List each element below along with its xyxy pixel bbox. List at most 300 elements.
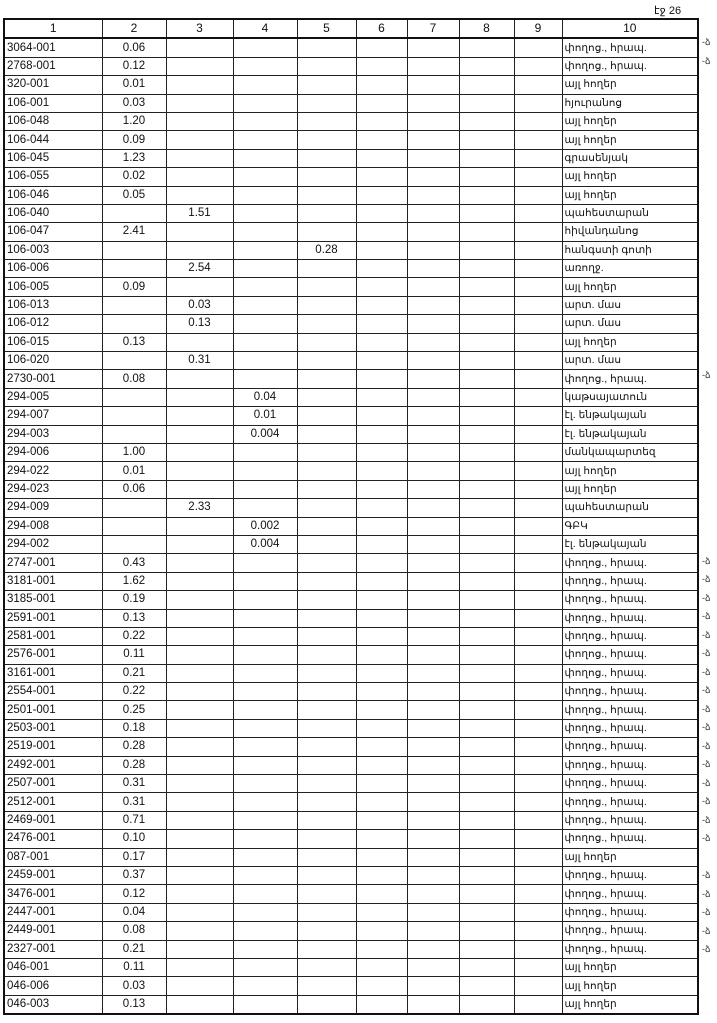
table-row (4, 38, 698, 57)
area-cell-col5 (297, 315, 356, 333)
column-header-10: 10 (562, 19, 698, 38)
area-cell-col4 (233, 443, 297, 461)
area-cell-col4 (233, 480, 297, 498)
area-cell-col2: 0.01 (102, 76, 166, 94)
area-cell-col4 (233, 830, 297, 848)
table-row (4, 848, 698, 866)
area-cell-col2: 0.22 (102, 683, 166, 701)
area-cell-col7 (407, 94, 459, 112)
area-cell-col5 (297, 701, 356, 719)
area-cell-col7 (407, 811, 459, 829)
area-cell-col2: 0.03 (102, 94, 166, 112)
land-use-cell: այլ հողեր (562, 848, 698, 866)
area-cell-col6 (356, 848, 407, 866)
area-cell-col7 (407, 554, 459, 572)
margin-mark: -ձ (702, 703, 711, 714)
area-cell-col9 (514, 370, 562, 388)
table-row (4, 627, 698, 645)
area-cell-col6 (356, 94, 407, 112)
area-cell-col4 (233, 719, 297, 737)
area-cell-col9 (514, 738, 562, 756)
plot-code-cell: 2492-001 (4, 756, 102, 774)
table-row (4, 223, 698, 241)
area-cell-col6 (356, 370, 407, 388)
area-cell-col6 (356, 168, 407, 186)
area-cell-col5 (297, 591, 356, 609)
area-cell-col8 (459, 112, 514, 130)
area-cell-col2: 0.12 (102, 57, 166, 75)
area-cell-col8 (459, 958, 514, 976)
area-cell-col2: 0.09 (102, 131, 166, 149)
plot-code-cell: 046-001 (4, 958, 102, 976)
area-cell-col4 (233, 885, 297, 903)
land-use-cell: փողոց., հրապ. (562, 38, 698, 57)
land-use-cell: փողոց., հրապ. (562, 57, 698, 75)
area-cell-col7 (407, 370, 459, 388)
area-cell-col7 (407, 443, 459, 461)
plot-code-cell: 2581-001 (4, 627, 102, 645)
area-cell-col5 (297, 425, 356, 443)
area-cell-col2: 2.41 (102, 223, 166, 241)
area-cell-col2: 0.04 (102, 903, 166, 921)
plot-code-cell: 2449-001 (4, 922, 102, 940)
area-cell-col8 (459, 38, 514, 57)
area-cell-col7 (407, 278, 459, 296)
area-cell-col4 (233, 775, 297, 793)
table-row (4, 333, 698, 351)
area-cell-col5 (297, 499, 356, 517)
area-cell-col9 (514, 995, 562, 1014)
area-cell-col6 (356, 480, 407, 498)
area-cell-col8 (459, 848, 514, 866)
area-cell-col8 (459, 995, 514, 1014)
area-cell-col3 (166, 131, 233, 149)
area-cell-col4 (233, 370, 297, 388)
area-cell-col9 (514, 609, 562, 627)
area-cell-col3 (166, 885, 233, 903)
area-cell-col9 (514, 388, 562, 406)
area-cell-col4 (233, 903, 297, 921)
table-row (4, 278, 698, 296)
area-cell-col8 (459, 627, 514, 645)
area-cell-col6 (356, 443, 407, 461)
area-cell-col6 (356, 296, 407, 314)
area-cell-col7 (407, 958, 459, 976)
margin-mark: -ձ (702, 370, 711, 381)
area-cell-col9 (514, 646, 562, 664)
area-cell-col7 (407, 793, 459, 811)
area-cell-col3 (166, 830, 233, 848)
area-cell-col9 (514, 885, 562, 903)
table-row (4, 719, 698, 737)
margin-mark: -ձ (702, 796, 711, 807)
table-row (4, 370, 698, 388)
land-use-cell: փողոց., հրապ. (562, 885, 698, 903)
area-cell-col2 (102, 204, 166, 222)
area-cell-col2 (102, 407, 166, 425)
area-cell-col8 (459, 57, 514, 75)
area-cell-col7 (407, 646, 459, 664)
area-cell-col3 (166, 775, 233, 793)
area-cell-col4 (233, 958, 297, 976)
area-cell-col7 (407, 149, 459, 167)
area-cell-col2: 0.28 (102, 756, 166, 774)
area-cell-col2: 0.31 (102, 775, 166, 793)
area-cell-col2: 0.37 (102, 866, 166, 884)
area-cell-col8 (459, 922, 514, 940)
area-cell-col5 (297, 57, 356, 75)
area-cell-col3 (166, 995, 233, 1014)
area-cell-col8 (459, 260, 514, 278)
area-cell-col3 (166, 940, 233, 958)
area-cell-col7 (407, 940, 459, 958)
land-use-cell: այլ հողեր (562, 462, 698, 480)
area-cell-col2 (102, 499, 166, 517)
area-cell-col8 (459, 903, 514, 921)
area-cell-col9 (514, 793, 562, 811)
land-use-cell: փողոց., հրապ. (562, 922, 698, 940)
area-cell-col6 (356, 425, 407, 443)
table-row (4, 204, 698, 222)
area-cell-col2: 0.25 (102, 701, 166, 719)
area-cell-col2: 0.11 (102, 646, 166, 664)
plot-code-cell: 2476-001 (4, 830, 102, 848)
area-cell-col2: 0.21 (102, 940, 166, 958)
margin-mark: -ձ (702, 870, 711, 881)
area-cell-col2: 0.06 (102, 480, 166, 498)
land-use-cell: առողջ. (562, 260, 698, 278)
column-header-5: 5 (297, 19, 356, 38)
area-cell-col7 (407, 756, 459, 774)
land-plot-table (3, 18, 699, 1015)
land-use-cell: փողոց., հրապ. (562, 591, 698, 609)
plot-code-cell: 106-005 (4, 278, 102, 296)
land-use-cell: փողոց., հրապ. (562, 719, 698, 737)
table-row (4, 241, 698, 259)
area-cell-col8 (459, 977, 514, 995)
land-use-cell: փողոց., հրապ. (562, 866, 698, 884)
area-cell-col2: 0.18 (102, 719, 166, 737)
area-cell-col6 (356, 627, 407, 645)
area-cell-col6 (356, 683, 407, 701)
table-row (4, 94, 698, 112)
margin-mark: -ձ (702, 629, 711, 640)
area-cell-col6 (356, 572, 407, 590)
plot-code-cell: 2519-001 (4, 738, 102, 756)
area-cell-col7 (407, 76, 459, 94)
area-cell-col7 (407, 738, 459, 756)
area-cell-col4 (233, 554, 297, 572)
land-use-cell: պահեստարան (562, 499, 698, 517)
plot-code-cell: 320-001 (4, 76, 102, 94)
margin-mark: -ձ (702, 888, 711, 899)
area-cell-col6 (356, 112, 407, 130)
plot-code-cell: 3161-001 (4, 664, 102, 682)
area-cell-col6 (356, 407, 407, 425)
area-cell-col4: 0.004 (233, 535, 297, 553)
land-use-cell: փողոց., հրապ. (562, 627, 698, 645)
area-cell-col8 (459, 480, 514, 498)
margin-mark: -ձ (702, 722, 711, 733)
area-cell-col7 (407, 572, 459, 590)
area-cell-col2: 0.31 (102, 793, 166, 811)
area-cell-col8 (459, 315, 514, 333)
table-row (4, 535, 698, 553)
area-cell-col2: 1.20 (102, 112, 166, 130)
area-cell-col4 (233, 315, 297, 333)
area-cell-col3 (166, 793, 233, 811)
area-cell-col3 (166, 38, 233, 57)
column-header-7: 7 (407, 19, 459, 38)
land-use-cell: այլ հողեր (562, 333, 698, 351)
land-use-cell: փողոց., հրապ. (562, 830, 698, 848)
area-cell-col9 (514, 664, 562, 682)
area-cell-col3 (166, 517, 233, 535)
area-cell-col9 (514, 499, 562, 517)
area-cell-col9 (514, 830, 562, 848)
area-cell-col2: 0.28 (102, 738, 166, 756)
area-cell-col6 (356, 260, 407, 278)
table-row (4, 701, 698, 719)
area-cell-col6 (356, 922, 407, 940)
margin-mark: -ձ (702, 555, 711, 566)
area-cell-col7 (407, 995, 459, 1014)
area-cell-col9 (514, 775, 562, 793)
table-row (4, 958, 698, 976)
area-cell-col6 (356, 388, 407, 406)
margin-mark: -ձ (702, 944, 711, 955)
area-cell-col2: 0.17 (102, 848, 166, 866)
area-cell-col6 (356, 499, 407, 517)
area-cell-col9 (514, 76, 562, 94)
area-cell-col5 (297, 683, 356, 701)
area-cell-col3 (166, 572, 233, 590)
area-cell-col7 (407, 903, 459, 921)
area-cell-col9 (514, 480, 562, 498)
area-cell-col3 (166, 149, 233, 167)
plot-code-cell: 106-013 (4, 296, 102, 314)
area-cell-col6 (356, 76, 407, 94)
area-cell-col4 (233, 701, 297, 719)
area-cell-col3: 2.54 (166, 260, 233, 278)
area-cell-col7 (407, 775, 459, 793)
area-cell-col8 (459, 370, 514, 388)
area-cell-col8 (459, 793, 514, 811)
area-cell-col6 (356, 149, 407, 167)
area-cell-col8 (459, 223, 514, 241)
land-use-cell: այլ հողեր (562, 977, 698, 995)
area-cell-col2 (102, 535, 166, 553)
area-cell-col6 (356, 517, 407, 535)
land-use-cell: կաթսայատուն (562, 388, 698, 406)
area-cell-col6 (356, 830, 407, 848)
area-cell-col9 (514, 443, 562, 461)
area-cell-col7 (407, 425, 459, 443)
table-row (4, 260, 698, 278)
land-use-cell: այլ հողեր (562, 168, 698, 186)
area-cell-col2: 0.13 (102, 995, 166, 1014)
area-cell-col4 (233, 168, 297, 186)
table-row (4, 425, 698, 443)
area-cell-col2 (102, 352, 166, 370)
area-cell-col3 (166, 407, 233, 425)
area-cell-col7 (407, 407, 459, 425)
land-use-cell: մանկապարտեզ (562, 443, 698, 461)
area-cell-col7 (407, 131, 459, 149)
area-cell-col4 (233, 131, 297, 149)
margin-mark: -ձ (702, 759, 711, 770)
plot-code-cell: 2501-001 (4, 701, 102, 719)
area-cell-col9 (514, 683, 562, 701)
area-cell-col8 (459, 333, 514, 351)
plot-code-cell: 2507-001 (4, 775, 102, 793)
area-cell-col3 (166, 462, 233, 480)
land-use-cell: պահեստարան (562, 204, 698, 222)
area-cell-col2: 0.03 (102, 977, 166, 995)
area-cell-col3 (166, 664, 233, 682)
area-cell-col2 (102, 296, 166, 314)
table-row (4, 664, 698, 682)
plot-code-cell: 046-006 (4, 977, 102, 995)
area-cell-col8 (459, 76, 514, 94)
area-cell-col6 (356, 554, 407, 572)
area-cell-col4 (233, 352, 297, 370)
area-cell-col6 (356, 719, 407, 737)
area-cell-col3 (166, 903, 233, 921)
land-use-cell: փողոց., հրապ. (562, 756, 698, 774)
area-cell-col5 (297, 830, 356, 848)
land-use-cell: փողոց., հրապ. (562, 811, 698, 829)
area-cell-col7 (407, 683, 459, 701)
area-cell-col5: 0.28 (297, 241, 356, 259)
plot-code-cell: 2327-001 (4, 940, 102, 958)
area-cell-col3 (166, 627, 233, 645)
area-cell-col8 (459, 168, 514, 186)
land-use-cell: արտ. մաս (562, 296, 698, 314)
area-cell-col3 (166, 186, 233, 204)
table-row (4, 57, 698, 75)
area-cell-col9 (514, 425, 562, 443)
table-row (4, 903, 698, 921)
area-cell-col4 (233, 866, 297, 884)
area-cell-col5 (297, 646, 356, 664)
area-cell-col3 (166, 370, 233, 388)
plot-code-cell: 2459-001 (4, 866, 102, 884)
margin-mark: -ձ (702, 648, 711, 659)
area-cell-col7 (407, 627, 459, 645)
table-row (4, 315, 698, 333)
area-cell-col6 (356, 940, 407, 958)
area-cell-col2 (102, 315, 166, 333)
land-use-cell: էլ. ենթակայան (562, 425, 698, 443)
area-cell-col7 (407, 535, 459, 553)
area-cell-col2: 1.23 (102, 149, 166, 167)
plot-code-cell: 2576-001 (4, 646, 102, 664)
area-cell-col5 (297, 168, 356, 186)
area-cell-col2: 0.01 (102, 462, 166, 480)
column-header-1: 1 (4, 19, 102, 38)
area-cell-col5 (297, 149, 356, 167)
area-cell-col3 (166, 94, 233, 112)
table-row (4, 995, 698, 1014)
area-cell-col2: 0.09 (102, 278, 166, 296)
area-cell-col9 (514, 572, 562, 590)
area-cell-col4 (233, 664, 297, 682)
area-cell-col2: 0.13 (102, 333, 166, 351)
area-cell-col9 (514, 352, 562, 370)
area-cell-col6 (356, 352, 407, 370)
area-cell-col9 (514, 554, 562, 572)
area-cell-col5 (297, 977, 356, 995)
land-use-cell: այլ հողեր (562, 995, 698, 1014)
area-cell-col7 (407, 517, 459, 535)
area-cell-col9 (514, 940, 562, 958)
area-cell-col4 (233, 260, 297, 278)
area-cell-col2 (102, 388, 166, 406)
area-cell-col4 (233, 149, 297, 167)
area-cell-col8 (459, 131, 514, 149)
area-cell-col3: 0.31 (166, 352, 233, 370)
margin-mark: -ձ (702, 833, 711, 844)
area-cell-col9 (514, 627, 562, 645)
area-cell-col5 (297, 793, 356, 811)
area-cell-col4 (233, 204, 297, 222)
plot-code-cell: 106-006 (4, 260, 102, 278)
land-use-cell: փողոց., հրապ. (562, 370, 698, 388)
table-row (4, 922, 698, 940)
area-cell-col2: 0.43 (102, 554, 166, 572)
plot-code-cell: 106-046 (4, 186, 102, 204)
plot-code-cell: 106-003 (4, 241, 102, 259)
table-row (4, 738, 698, 756)
area-cell-col9 (514, 57, 562, 75)
area-cell-col7 (407, 922, 459, 940)
area-cell-col3 (166, 112, 233, 130)
table-row (4, 112, 698, 130)
table-row (4, 76, 698, 94)
area-cell-col4 (233, 995, 297, 1014)
table-row (4, 775, 698, 793)
area-cell-col9 (514, 462, 562, 480)
area-cell-col8 (459, 204, 514, 222)
plot-code-cell: 2768-001 (4, 57, 102, 75)
margin-mark: -ձ (702, 814, 711, 825)
area-cell-col7 (407, 315, 459, 333)
area-cell-col3 (166, 278, 233, 296)
area-cell-col9 (514, 241, 562, 259)
area-cell-col6 (356, 977, 407, 995)
plot-code-cell: 3185-001 (4, 591, 102, 609)
area-cell-col2: 0.08 (102, 370, 166, 388)
area-cell-col5 (297, 885, 356, 903)
area-cell-col4 (233, 738, 297, 756)
area-cell-col9 (514, 278, 562, 296)
area-cell-col5 (297, 94, 356, 112)
area-cell-col6 (356, 278, 407, 296)
area-cell-col4 (233, 57, 297, 75)
land-use-cell: ԳԲԿ (562, 517, 698, 535)
plot-code-cell: 294-003 (4, 425, 102, 443)
area-cell-col6 (356, 866, 407, 884)
area-cell-col5 (297, 480, 356, 498)
land-use-cell: փողոց., հրապ. (562, 940, 698, 958)
area-cell-col6 (356, 609, 407, 627)
area-cell-col8 (459, 830, 514, 848)
area-cell-col3 (166, 241, 233, 259)
area-cell-col6 (356, 756, 407, 774)
area-cell-col2: 0.21 (102, 664, 166, 682)
table-row (4, 830, 698, 848)
